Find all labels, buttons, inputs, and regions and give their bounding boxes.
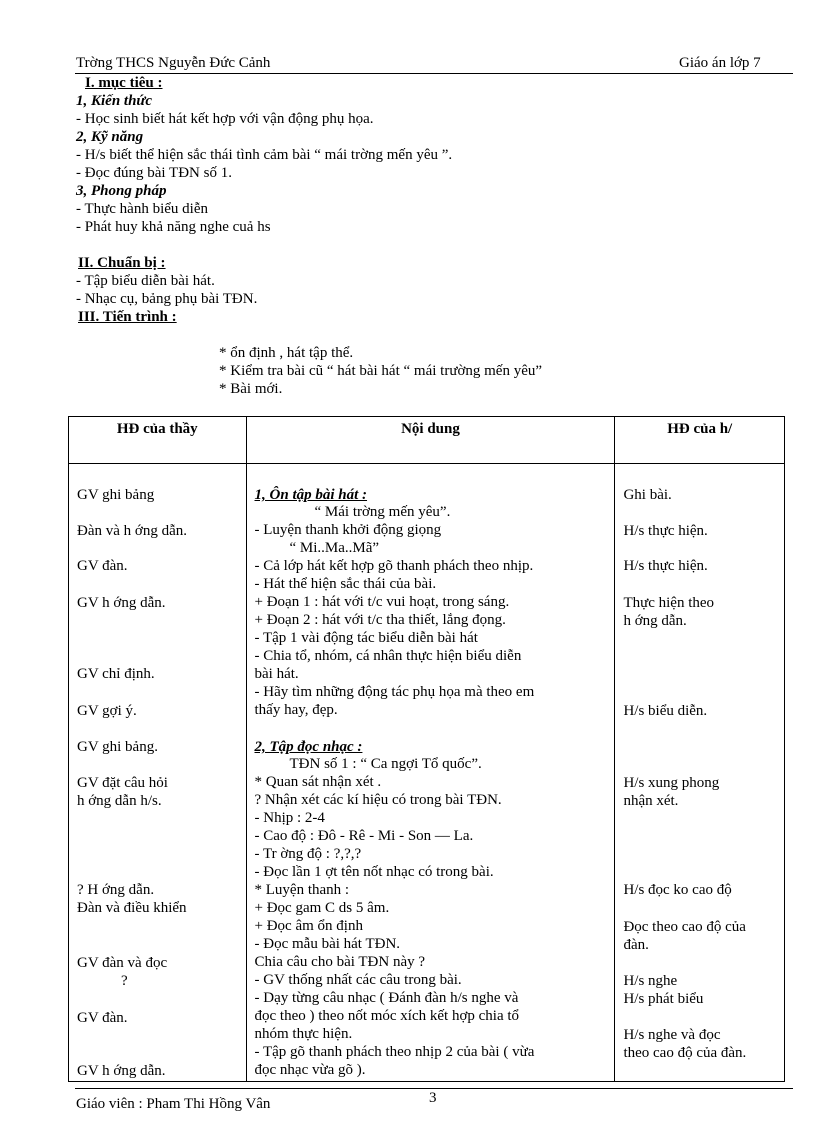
teacher-step: h ớng dẫn h/s.: [77, 793, 162, 809]
content-line: - Dạy từng câu nhạc ( Đánh đàn h/s nghe và: [254, 990, 519, 1006]
content-line: đọc nhạc vừa gõ ).: [254, 1062, 366, 1078]
student-step: Thực hiện theo: [623, 595, 715, 611]
header-cell-student: HĐ của h/: [615, 417, 785, 464]
teacher-step: Đàn và điều khiển: [77, 900, 187, 916]
student-step: H/s thực hiện.: [623, 558, 708, 574]
content-line: + Đọc âm ổn định: [254, 918, 363, 934]
teacher-step: GV h ớng dẫn.: [77, 1063, 166, 1079]
section2-heading: II. Chuẩn bị :: [78, 255, 166, 271]
student-step: H/s nghe: [623, 973, 678, 989]
teacher-step: GV đặt câu hỏi: [77, 775, 168, 791]
teacher-step: GV đàn và đọc: [77, 955, 168, 971]
content-line: - Nhịp : 2-4: [254, 810, 325, 826]
student-step: Đọc theo cao độ của: [623, 919, 746, 935]
content-line: - Hát thể hiện sắc thái của bài.: [254, 576, 437, 592]
teacher-step: GV h ớng dẫn.: [77, 595, 166, 611]
content-line: nhóm thực hiện.: [254, 1026, 353, 1042]
method-item: - Thực hành biểu diễn: [76, 201, 208, 217]
method-title: 3, Phong pháp: [76, 183, 167, 199]
student-step: H/s nghe và đọc: [623, 1027, 721, 1043]
student-step: Ghi bài.: [623, 487, 672, 503]
prep-item: - Tập biểu diễn bài hát.: [76, 273, 215, 289]
student-step: nhận xét.: [623, 793, 679, 809]
header-rule: [75, 73, 793, 74]
content-line: - Đọc mẫu bài hát TĐN.: [254, 936, 401, 952]
content-line: bài hát.: [254, 666, 299, 682]
student-step: H/s phát biểu: [623, 991, 704, 1007]
content-line: đọc theo ) theo nốt móc xích kết hợp chia tổ: [254, 1008, 520, 1024]
header-cell-content: Nội dung: [246, 417, 615, 464]
footer-rule: [75, 1088, 793, 1089]
teacher-step: GV gợi ý.: [77, 703, 137, 719]
subject-class: Giáo án lớp 7: [679, 55, 761, 71]
teacher-name: Giáo viên : Pham Thi Hồng Vân: [76, 1096, 271, 1112]
content-line: “ Mi..Ma..Mã”: [289, 540, 380, 556]
method-item: - Phát huy khả năng nghe cuả hs: [76, 219, 271, 235]
process-item: * Kiểm tra bài cũ “ hát bài hát “ mái trường mến yêu”: [219, 363, 543, 379]
content-column: [246, 464, 615, 1082]
page-number: 3: [429, 1090, 437, 1106]
content-line: + Đoạn 2 : hát với t/c tha thiết, lắng đọng.: [254, 612, 506, 628]
content-line: - Cao độ : Đô - Rê - Mi - Son — La.: [254, 828, 474, 844]
skill-item: - Đọc đúng bài TĐN số 1.: [76, 165, 232, 181]
process-item: * Bài mới.: [219, 381, 283, 397]
content-line: * Luyện thanh :: [254, 882, 350, 898]
content-line: Chia câu cho bài TĐN này ?: [254, 954, 426, 970]
student-step: H/s biểu diễn.: [623, 703, 708, 719]
content-line: * Quan sát nhận xét .: [254, 774, 382, 790]
skill-item: - H/s biết thể hiện sắc thái tình cảm bài “ mái trờng mến yêu ”.: [76, 147, 453, 163]
teacher-step: GV chỉ định.: [77, 666, 155, 682]
student-column: [615, 464, 785, 1082]
knowledge-item: - Học sinh biết hát kết hợp với vận động phụ họa.: [76, 111, 374, 127]
lesson-table: [68, 416, 785, 1082]
content-line: - Luyện thanh khởi động giọng: [254, 522, 442, 538]
header-cell-teacher: HĐ của thầy: [69, 417, 247, 464]
student-step: H/s đọc ko cao độ: [623, 882, 732, 898]
content-line: - Chia tổ, nhóm, cá nhân thực hiện biểu diễn: [254, 648, 522, 664]
process-item: * ổn định , hát tập thể.: [219, 345, 354, 361]
teacher-step: GV ghi bảng.: [77, 739, 158, 755]
content-line: + Đọc gam C ds 5 âm.: [254, 900, 390, 916]
teacher-column: [69, 464, 247, 1082]
student-step: đàn.: [623, 937, 649, 953]
prep-item: - Nhạc cụ, bảng phụ bài TĐN.: [76, 291, 258, 307]
student-step: h ớng dẫn.: [623, 613, 687, 629]
content-line: TĐN số 1 : “ Ca ngợi Tổ quốc”.: [289, 756, 482, 772]
student-step: H/s xung phong: [623, 775, 720, 791]
content-line: - Đọc lần 1 ợt tên nốt nhạc có trong bài.: [254, 864, 494, 880]
content-line: + Đoạn 1 : hát với t/c vui hoạt, trong sáng.: [254, 594, 510, 610]
teacher-step: Đàn và h ớng dẫn.: [77, 523, 187, 539]
content-title-review: 1, Ôn tập bài hát :: [254, 487, 368, 503]
knowledge-title: 1, Kiến thức: [76, 93, 153, 109]
content-line: thấy hay, đẹp.: [254, 702, 338, 718]
school-name: Trờng THCS Nguyễn Đức Cảnh: [76, 55, 271, 71]
content-line: - Tr ờng độ : ?,?,?: [254, 846, 362, 862]
content-line: - Tập gõ thanh phách theo nhịp 2 của bài ( vừa: [254, 1044, 535, 1060]
content-line: “ Mái trờng mến yêu”.: [314, 504, 451, 520]
skill-title: 2, Kỹ năng: [76, 129, 144, 145]
student-step: theo cao độ của đàn.: [623, 1045, 747, 1061]
content-line: ? Nhận xét các kí hiệu có trong bài TĐN.: [254, 792, 502, 808]
teacher-step: GV ghi bảng: [77, 487, 155, 503]
teacher-step: GV đàn.: [77, 1010, 128, 1026]
content-line: - GV thống nhất các câu trong bài.: [254, 972, 462, 988]
section3-heading: III. Tiến trình :: [78, 309, 177, 325]
section1-heading: I. mục tiêu :: [85, 75, 163, 91]
content-line: - Tập 1 vài động tác biểu diễn bài hát: [254, 630, 478, 646]
teacher-step: ? H ớng dẫn.: [77, 882, 155, 898]
content-title-sight-reading: 2, Tập đọc nhạc :: [254, 739, 363, 755]
teacher-step: GV đàn.: [77, 558, 128, 574]
teacher-step: ?: [121, 973, 128, 989]
content-line: - Cả lớp hát kết hợp gõ thanh phách theo nhịp.: [254, 558, 534, 574]
content-line: - Hãy tìm những động tác phụ họa mà theo em: [254, 684, 535, 700]
student-step: H/s thực hiện.: [623, 523, 708, 539]
